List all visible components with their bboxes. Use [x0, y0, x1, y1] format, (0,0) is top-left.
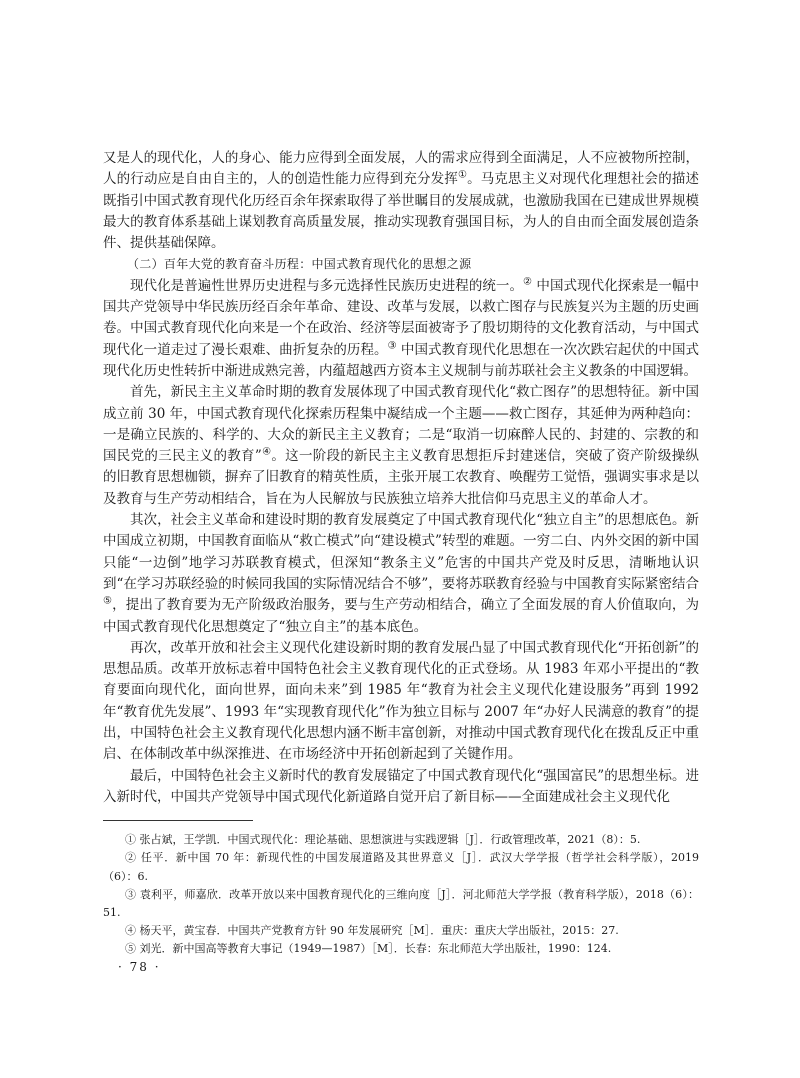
- footnote-ref-1[interactable]: ①: [457, 169, 468, 181]
- footnote-5: ⑤ 刘光．新中国高等教育大事记（1949—1987）［M］．长春：东北师范大学出版社，1990：124.: [125, 942, 612, 956]
- paragraph-2-tail: 。这一阶段的新民主主义教育思想拒斥封建迷信，突破了资产阶级操纵的旧教育思想枷锁，摒弃了旧教育的精英性质，主张开展工农教育、唤醒劳工觉悟，强调实事求是以及教育与生产劳动相结合，旨在为人民解放与民族独立培养大批信仰马克思主义的革命人才。: [103, 448, 699, 507]
- paragraph-4: 再次，改革开放和社会主义现代化建设新时期的教育发展凸显了中国式教育现代化“开拓创新”的思想品质。改革开放标志着中国特色社会主义教育现代化的正式登场。从 1983 年邓小平提出的“教育要面向现代化，面向世界，面向未来”到 1985 年“教育为社会主义现代化建设服务”再到 1992 年“教育优先发展”、1993 年“实现教育现代化”作为独立目标与 2007 年“办好人民满意的教育”的提出，中国特色社会主义教育现代化思想内涵不断丰富创新，对推动中国式教育现代化在拨乱反正中重启、在体制改革中纵深推进、在市场经济中开拓创新起到了关键作用。: [103, 639, 699, 763]
- footnote-1: ① 张占斌，王学凯．中国式现代化：理论基础、思想演进与实践逻辑［J］．行政管理改革，2021（8）：5.: [125, 833, 641, 847]
- paragraph-1-tail: 中国式现代化探索是一幅中国共产党领导中华民族历经百余年革命、建设、改革与发展，以救亡图存与民族复兴为主题的历史画卷。中国式教育现代化向来是一个在政治、经济等层面被寄予了殷切期待的文化教育活动，与中国式现代化一道走过了漫长艰难、曲折复杂的历程。: [103, 277, 700, 358]
- paragraph-0: [103, 148, 699, 254]
- footnote-3: ③ 袁利平，师嘉欣．改革开放以来中国教育现代化的三维向度［J］．河北师范大学学报（教育科学版），2018（6）：51.: [103, 887, 699, 920]
- page-number: · 78 ·: [118, 960, 161, 974]
- footnote-ref-5[interactable]: ⑤: [103, 595, 113, 607]
- footnote-ref-2[interactable]: ②: [523, 276, 533, 288]
- paragraph-2: [103, 382, 699, 510]
- footnote-ref-4[interactable]: ④: [261, 446, 272, 458]
- footnote-ref-3[interactable]: ③: [387, 340, 397, 352]
- paragraph-0-tail: 。马克思主义对现代化理想社会的描述既指引中国式教育现代化历经百余年探索取得了举世瞩目的发展成就，也激励我国在已建成世界规模最大的教育体系基础上谋划教育高质量发展，推动实现教育强国目标，为人的自由而全面发展创造条件、提供基础保障。: [103, 171, 700, 252]
- paragraph-3-text: 其次，社会主义革命和建设时期的教育发展奠定了中国式教育现代化“独立自主”的思想底色。新中国成立初期，中国教育面临从“救亡模式”向“建设模式”转型的难题。一穷二白、内外交困的新中国只能“一边倒”地学习苏联教育模式，但深知“教条主义”危害的中国共产党及时反思，清晰地认识到“在学习苏联经验的时候同我国的实际情况结合不够”，要将苏联教育经验与中国教育实际紧密结合: [103, 512, 699, 592]
- paragraph-1: [103, 276, 699, 382]
- paragraph-0-text: 又是人的现代化，人的身心、能力应得到全面发展，人的需求应得到全面满足，人不应被物所控制，人的行动应是自由自主的，人的创造性能力应得到充分发挥: [103, 150, 699, 188]
- footnote-2: ② 任平．新中国 70 年：新现代性的中国发展道路及其世界意义［J］．武汉大学学报（哲学社会科学版），2019（6）：6.: [103, 851, 699, 883]
- section-heading: （二）百年大党的教育奋斗历程：中国式教育现代化的思想之源: [127, 257, 472, 272]
- footnotes: [103, 831, 699, 958]
- paragraph-5: 最后，中国特色社会主义新时代的教育发展锚定了中国式教育现代化“强国富民”的思想坐标。进入新时代，中国共产党领导中国式现代化新道路自觉开启了新目标——全面建成社会主义现代化: [103, 767, 699, 805]
- paragraph-1-tail-2: 中国式教育现代化思想在一次次跌宕起伏的中国式现代化历史性转折中渐进成熟完善，内蕴超越西方资本主义规制与前苏联社会主义教条的中国逻辑。: [103, 341, 700, 379]
- footnote-4: ④ 杨天平，黄宝春．中国共产党教育方针 90 年发展研究［M］．重庆：重庆大学出版社，2015：27.: [125, 924, 619, 938]
- paragraph-1-text: 现代化是普遍性世界历史进程与多元选择性民族历史进程的统一。: [130, 277, 524, 294]
- paragraph-3: [103, 510, 699, 638]
- page-content: [103, 148, 699, 959]
- footnote-divider: [103, 820, 253, 821]
- paragraph-2-text: 首先，新民主主义革命时期的教育发展体现了中国式教育现代化“救亡图存”的思想特征。新中国成立前 30 年，中国式教育现代化探索历程集中凝结成一个主题——救亡图存，其延伸为两种趋向：一是确立民族的、科学的、大众的新民主主义教育；二是“取消一切麻醉人民的、封建的、宗教的和国民党的三民主义的教育”: [103, 384, 699, 465]
- paragraph-3-tail: ，提出了教育要为无产阶级政治服务，要与生产劳动相结合，确立了全面发展的育人价值取向，为中国式教育现代化思想奠定了“独立自主”的基本底色。: [103, 597, 700, 635]
